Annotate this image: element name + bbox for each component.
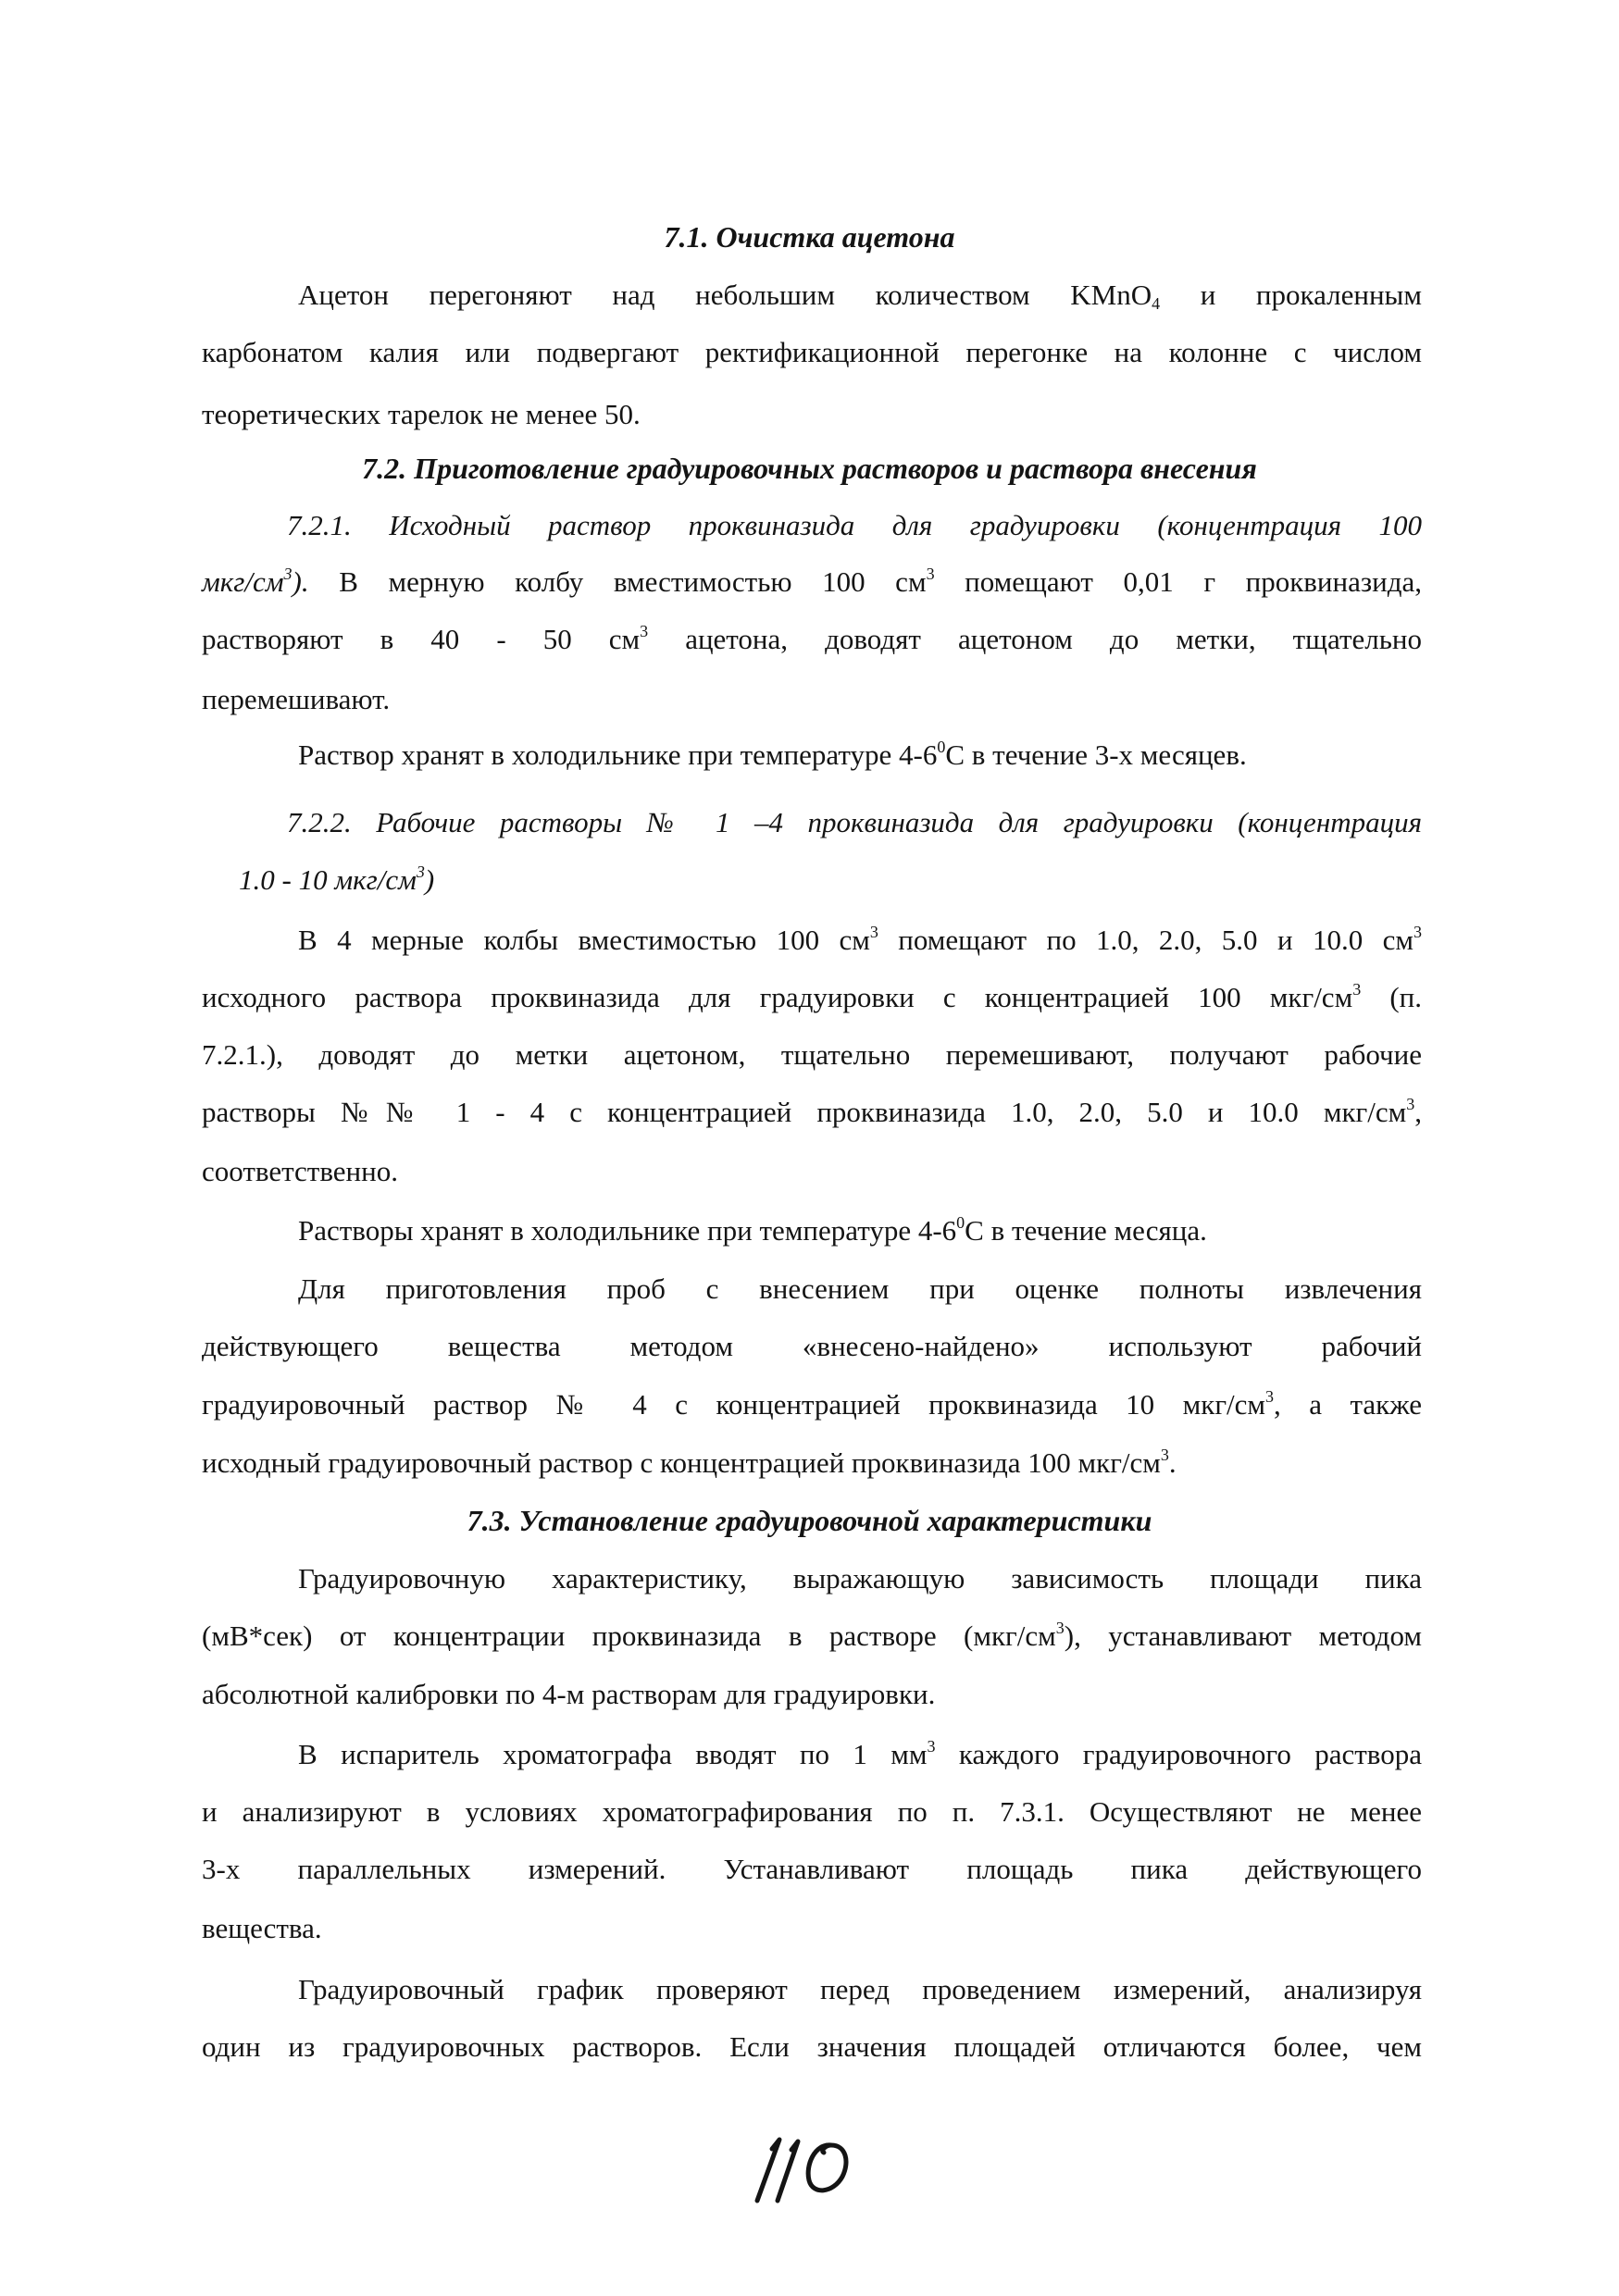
s722-line-2: 1.0 - 10 мкг/$см^3$): [239, 863, 435, 896]
s722-p1-line-1: В 4 мерные колбы вместимостью 100 $см^3$ помещают по 1.0, 2.0, 5.0 и 10.0 $см^3$: [298, 923, 1422, 956]
s722-p1-line-5: соответственно.: [202, 1155, 398, 1187]
handwritten-page-number: [741, 2128, 879, 2212]
section-7-2-heading: 7.2. Приготовление градуировочных растворов и раствора внесения: [362, 452, 1257, 485]
s721-line-3: растворяют в 40 - 50 $см^3$ ацетона, доводят ацетоном до метки, тщательно: [202, 622, 1422, 655]
s722-p1-line-3: 7.2.1.), доводят до метки ацетоном, тщательно перемешивают, получают рабочие: [202, 1038, 1422, 1071]
s71-line-2: карбонатом калия или подвергают ректификационной перегонке на колонне с числом: [202, 336, 1422, 368]
s722-p1-line-2: исходного раствора проквиназида для градуировки с концентрацией 100 мкг/$см^3$ (п.: [202, 980, 1422, 1013]
s722-p1-line-4: растворы №№ 1 - 4 с концентрацией проквиназида 1.0, 2.0, 5.0 и 10.0 мкг/$см^3$,: [202, 1095, 1422, 1128]
s71-line-3: теоретических тарелок не менее 50.: [202, 398, 641, 430]
s73-p1-line-1: Градуировочную характеристику, выражающую зависимость площади пика: [298, 1562, 1422, 1595]
s722-p2-line-2: действующего вещества методом «внесено-найдено» используют рабочий: [202, 1330, 1422, 1362]
s721-storage: Раствор хранят в холодильнике при температуре $4-6^0С$ в течение 3-х месяцев.: [298, 738, 1247, 771]
s73-p3-line-2: один из градуировочных растворов. Если значения площадей отличаются более, чем: [202, 2030, 1422, 2063]
s73-p2-line-2: и анализируют в условиях хроматографирования по п. 7.3.1. Осуществляют не менее: [202, 1795, 1422, 1828]
s721-line-4: перемешивают.: [202, 683, 391, 715]
s73-p1-line-2: (мВ*сек) от концентрации проквиназида в растворе $(мкг/см^3)$, устанавливают методом: [202, 1619, 1422, 1652]
s722-line-1: 7.2.2. Рабочие растворы № 1 –4 проквиназида для градуировки (концентрация: [287, 806, 1422, 838]
section-7-1-heading: 7.1. Очистка ацетона: [664, 220, 955, 254]
s722-p2-line-4: исходный градуировочный раствор с концентрацией проквиназида 100 мкг/$см^3$.: [202, 1446, 1177, 1479]
s73-p2-line-4: вещества.: [202, 1912, 322, 1944]
s73-p2-line-3: 3-х параллельных измерений. Устанавливают площадь пика действующего: [202, 1853, 1422, 1885]
section-7-3-heading: 7.3. Установление градуировочной характеристики: [467, 1504, 1152, 1537]
s721-line-1: 7.2.1. Исходный раствор проквиназида для градуировки (концентрация 100: [287, 509, 1422, 541]
s73-p3-line-1: Градуировочный график проверяют перед проведением измерений, анализируя: [298, 1973, 1422, 2005]
s73-p2-line-1: В испаритель хроматографа вводят по 1 $мм^3$ каждого градуировочного раствора: [298, 1737, 1422, 1770]
s722-storage: Растворы хранят в холодильнике при температуре $4-6^0С$ в течение месяца.: [298, 1213, 1207, 1247]
s71-line-1: Ацетон перегоняют над небольшим количеством KMnO$_4$ и прокаленным: [298, 279, 1422, 313]
s722-p2-line-3: градуировочный раствор № 4 с концентрацией проквиназида 10 мкг/$см^3$, а также: [202, 1387, 1423, 1421]
s73-p1-line-3: абсолютной калибровки по 4-м растворам для градуировки.: [202, 1678, 936, 1710]
s721-line-2: мкг/$см^3$). В мерную колбу вместимостью 100 $см^3$ помещают 0,01 г проквиназида,: [202, 565, 1422, 598]
s722-p2-line-1: Для приготовления проб с внесением при оценке полноты извлечения: [298, 1272, 1422, 1305]
